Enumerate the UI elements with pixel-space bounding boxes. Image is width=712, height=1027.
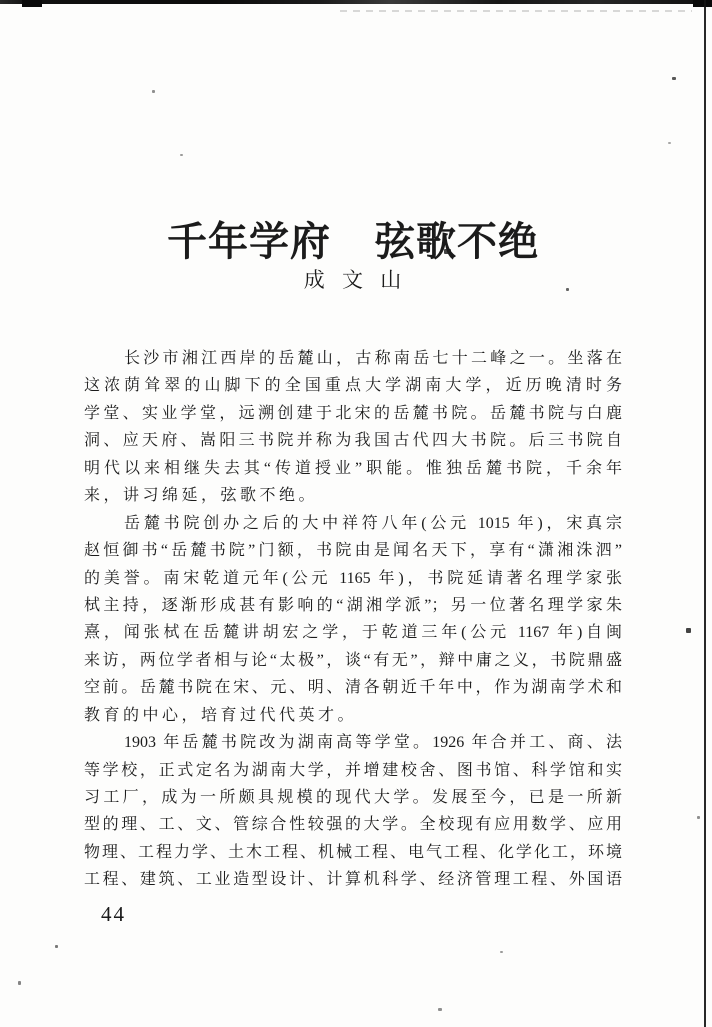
text-line: 型的理、工、文、管综合性较强的大学。全校现有应用数学、应用 [84,816,622,834]
scan-artifact-right-edge-line [704,0,706,1027]
text-line: 教育的中心，培育过代代英才。 [84,706,358,724]
text-line: 习工厂，成为一所颇具规模的现代大学。发展至今，已是一所新 [84,789,622,806]
scan-speck [500,951,503,953]
text-line: 这浓荫耸翠的山脚下的全国重点大学湖南大学，近历晚清时务 [84,377,622,395]
scan-speck [55,945,58,948]
scan-speck [152,90,155,93]
text-line: 岳麓书院创办之后的大中祥符八年(公元 1015 年)，宋真宗 [124,514,622,532]
text-line: 1903 年岳麓书院改为湖南高等学堂。1926 年合并工、商、法 [124,734,622,752]
article-body [84,345,622,894]
text-line: 学堂、实业学堂，远溯创建于北宋的岳麓书院。岳麓书院与白鹿 [84,404,622,422]
text-line: 洞、应天府、嵩阳三书院并称为我国古代四大书院。后三书院自 [84,432,622,450]
text-line: 栻主持，逐渐形成甚有影响的“湖湘学派”；另一位著名理学家朱 [84,596,622,614]
scan-speck [18,981,21,985]
scan-artifact-top-right-blob [693,0,712,7]
text-line: 工程、建筑、工业造型设计、计算机科学、经济管理工程、外国语 [84,871,622,889]
text-line: 空前。岳麓书院在宋、元、明、清各朝近千年中，作为湖南学术和 [84,679,622,697]
article-title-part-2: 弦歌不绝 [375,218,539,264]
scan-speck [672,77,676,80]
article-title [84,210,622,267]
text-line: 熹，闻张栻在岳麓讲胡宏之学，于乾道三年(公元 1167 年)自闽 [84,624,622,642]
text-line: 长沙市湘江西岸的岳麓山，古称南岳七十二峰之一。坐落在 [124,350,622,367]
article-title-part-1: 千年学府 [167,218,331,264]
article-author: 成 文 山 [303,268,403,292]
text-line: 明代以来相继失去其“传道授业”职能。惟独岳麓书院，千余年 [84,459,622,477]
text-line: 来，讲习绵延，弦歌不绝。 [84,487,319,505]
scan-speck [668,142,671,144]
text-line: 等学校，正式定名为湖南大学，并增建校舍、图书馆、科学馆和实 [84,761,622,779]
scan-artifact-top-left-blob [22,0,42,7]
scan-speck [697,816,700,819]
scan-artifact-top-edge [0,0,712,4]
text-line: 来访，两位学者相与论“太极”，谈“有无”，辩中庸之义，书院鼎盛 [84,651,622,669]
text-line: 的美誉。南宋乾道元年(公元 1165 年)，书院延请著名理学家张 [84,569,622,587]
page-number: 44 [101,902,126,926]
scan-artifact-top-dashes [340,10,692,12]
text-line: 赵恒御书“岳麓书院”门额，书院由是闻名天下，享有“潇湘洙泗” [84,542,622,560]
scan-speck [438,1008,442,1011]
text-line: 物理、工程力学、土木工程、机械工程、电气工程、化学化工，环境 [84,843,622,861]
scan-speck [180,154,183,156]
scan-speck [686,628,691,633]
